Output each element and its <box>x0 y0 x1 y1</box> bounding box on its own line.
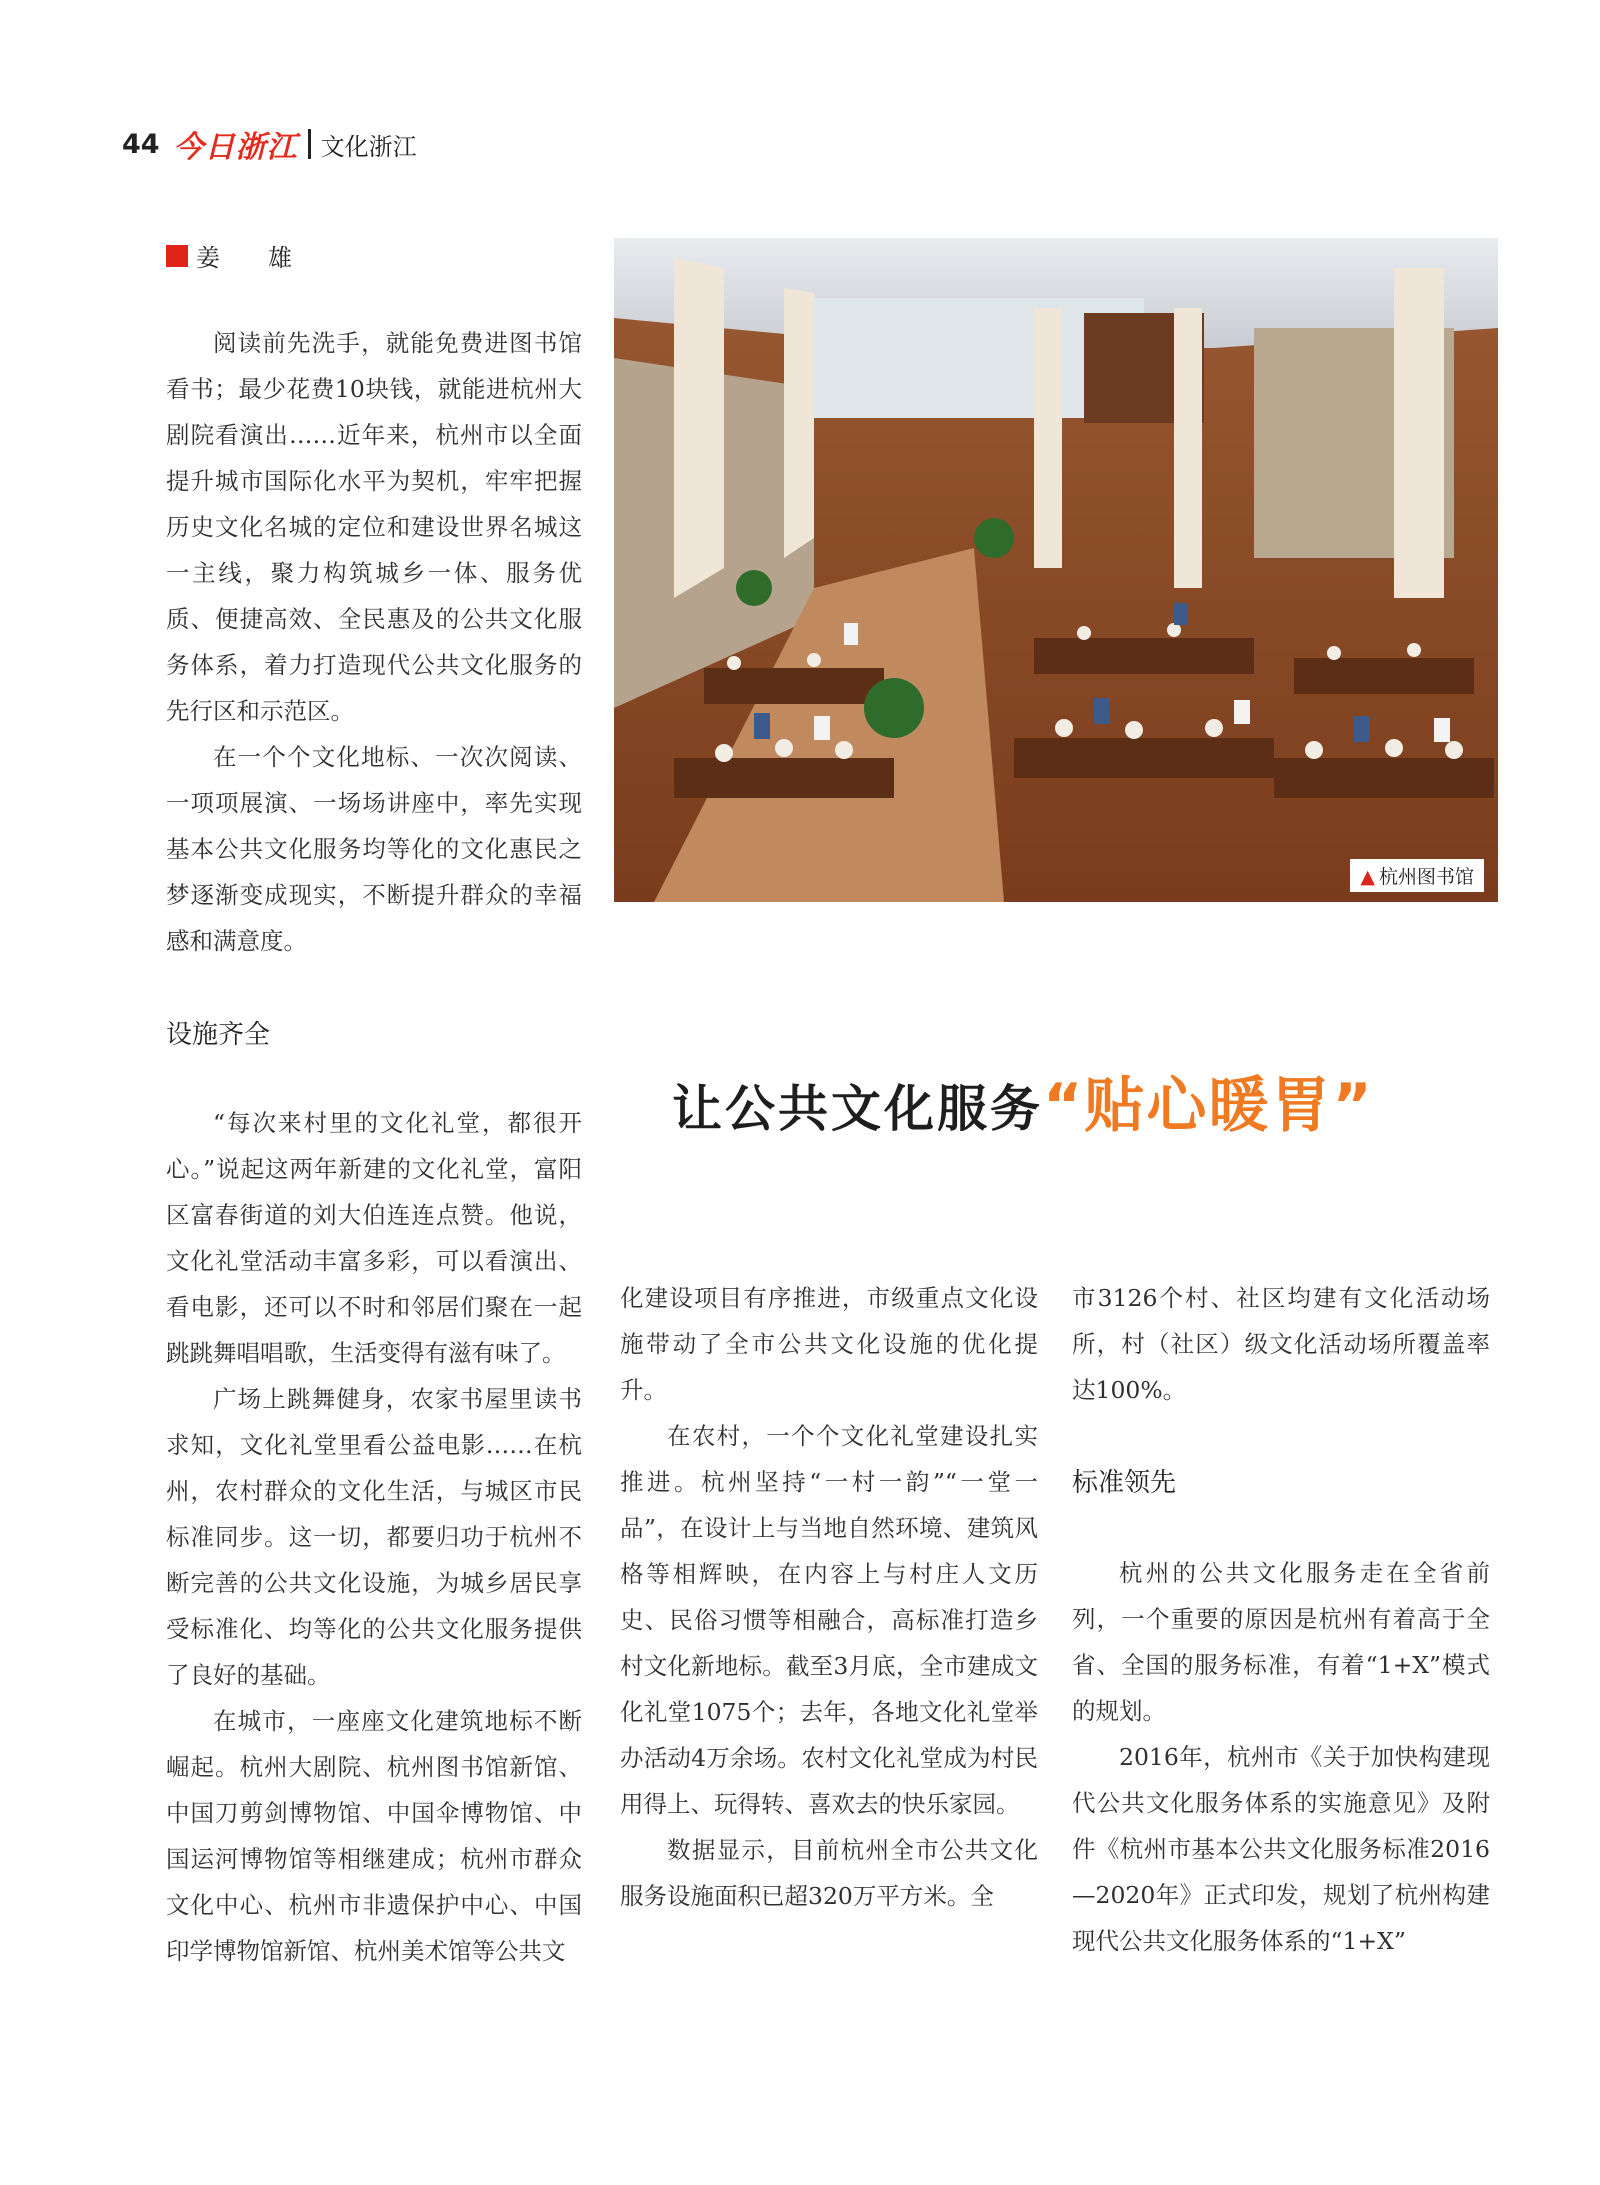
body-paragraph: 2016年，杭州市《关于加快构建现代公共文化服务体系的实施意见》及附件《杭州市基本公共文化服务标准2016—2020年》正式印发，规划了杭州构建现代公共文化服务体系的“1+X” <box>1072 1743 1490 1955</box>
article-headline <box>672 1058 1374 1144</box>
photo-caption <box>1350 859 1484 892</box>
body-paragraph: 数据显示，目前杭州全市公共文化服务设施面积已超320万平方米。全 <box>620 1836 1038 1910</box>
library-photo-illustration <box>614 238 1498 902</box>
body-column-2 <box>620 1275 1038 1919</box>
body-column-1 <box>166 1100 582 1974</box>
section-title-facilities: 设施齐全 <box>166 1020 271 1050</box>
header-divider <box>308 129 311 159</box>
body-column-3-top <box>1072 1275 1490 1413</box>
publication-logo: 今日浙江 <box>173 130 298 165</box>
body-column-3 <box>1072 1550 1490 1964</box>
body-paragraph-continuation: 化建设项目有序推进，市级重点文化设施带动了全市公共文化设施的优化提升。 <box>620 1284 1038 1404</box>
intro-text <box>166 320 582 964</box>
author-marker-icon <box>166 245 188 267</box>
author-byline <box>166 238 304 273</box>
page-header <box>122 120 417 168</box>
body-paragraph: 在农村，一个个文化礼堂建设扎实推进。杭州坚持“一村一韵”“一堂一品”，在设计上与当地自然环境、建筑风格等相辉映，在内容上与村庄人文历史、民俗习惯等相融合，高标准打造乡村文化新地标。截至3月底，全市建成文化礼堂1075个；去年，各地文化礼堂举办活动4万余场。农村文化礼堂成为村民用得上、玩得转、喜欢去的快乐家园。 <box>620 1422 1038 1818</box>
body-paragraph: 杭州的公共文化服务走在全省前列，一个重要的原因是杭州有着高于全省、全国的服务标准，有着“1+X”模式的规划。 <box>1072 1559 1490 1725</box>
caption-triangle-icon: ▲ <box>1360 866 1375 888</box>
headline-accent: “贴心暖胃” <box>1043 1071 1374 1141</box>
section-title-standards: 标准领先 <box>1072 1468 1177 1498</box>
intro-paragraph: 在一个个文化地标、一次次阅读、一项项展演、一场场讲座中，率先实现基本公共文化服务均等化的文化惠民之梦逐渐变成现实，不断提升群众的幸福感和满意度。 <box>166 743 582 955</box>
author-name: 姜 雄 <box>196 244 304 272</box>
library-photo <box>614 238 1498 902</box>
body-paragraph: “每次来村里的文化礼堂，都很开心。”说起这两年新建的文化礼堂，富阳区富春街道的刘大伯连连点赞。他说，文化礼堂活动丰富多彩，可以看演出、看电影，还可以不时和邻居们聚在一起跳跳舞唱唱歌，生活变得有滋有味了。 <box>166 1109 582 1367</box>
intro-paragraph: 阅读前先洗手，就能免费进图书馆看书；最少花费10块钱，就能进杭州大剧院看演出……近年来，杭州市以全面提升城市国际化水平为契机，牢牢把握历史文化名城的定位和建设世界名城这一主线，聚力构筑城乡一体、服务优质、便捷高效、全民惠及的公共文化服务体系，着力打造现代公共文化服务的先行区和示范区。 <box>166 329 582 725</box>
section-name: 文化浙江 <box>320 132 417 161</box>
body-paragraph: 广场上跳舞健身，农家书屋里读书求知，文化礼堂里看公益电影……在杭州，农村群众的文化生活，与城区市民标准同步。这一切，都要归功于杭州不断完善的公共文化设施，为城乡居民享受标准化、均等化的公共文化服务提供了良好的基础。 <box>166 1385 582 1689</box>
headline-main: 让公共文化服务 <box>672 1079 1043 1138</box>
page-number: 44 <box>122 128 160 160</box>
photo-caption-text: 杭州图书馆 <box>1378 866 1474 888</box>
body-paragraph: 在城市，一座座文化建筑地标不断崛起。杭州大剧院、杭州图书馆新馆、中国刀剪剑博物馆、中国伞博物馆、中国运河博物馆等相继建成；杭州市群众文化中心、杭州市非遗保护中心、中国印学博物馆新馆、杭州美术馆等公共文 <box>166 1707 582 1965</box>
body-paragraph-continuation: 市3126个村、社区均建有文化活动场所，村（社区）级文化活动场所覆盖率达100%。 <box>1072 1284 1490 1404</box>
